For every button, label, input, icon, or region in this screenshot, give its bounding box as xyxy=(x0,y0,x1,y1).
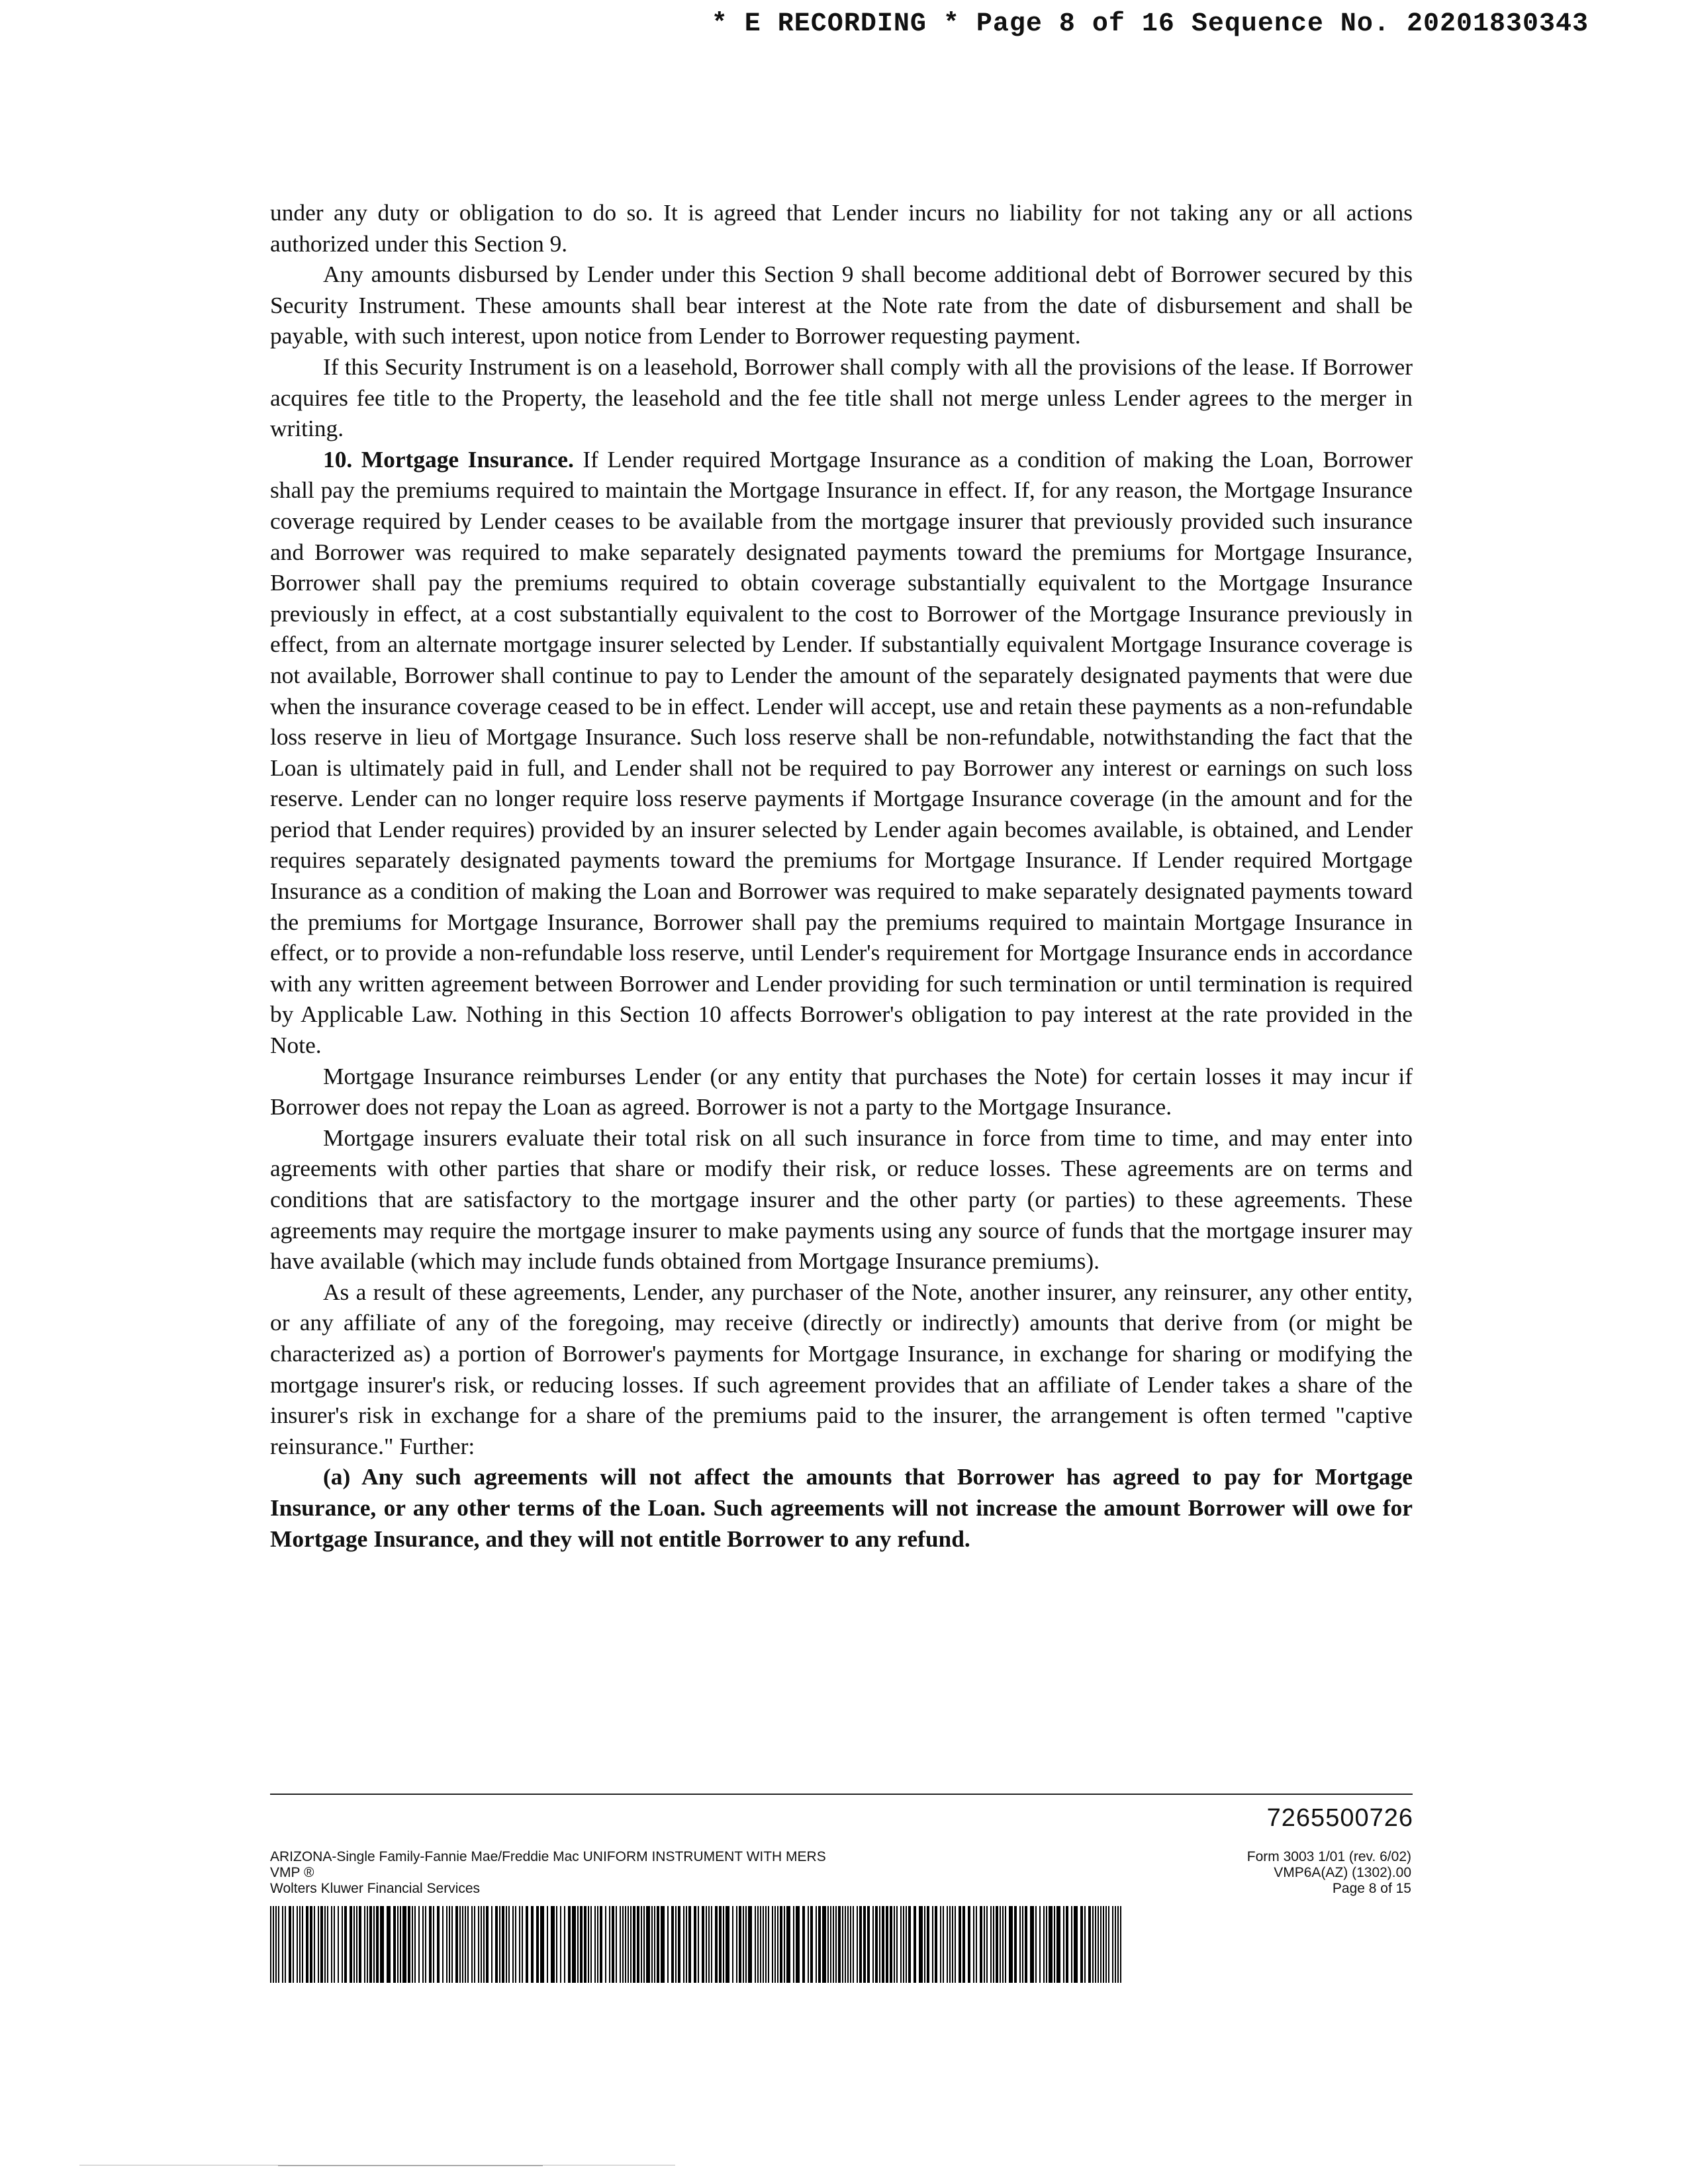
footer-form-number xyxy=(1247,1849,1411,1897)
paragraph-1: under any duty or obligation to do so. It is agreed that Lender incurs no liability for not taking any or all actions authorized under this Section 9. xyxy=(270,199,1413,257)
paragraph-3: If this Security Instrument is on a leasehold, Borrower shall comply with all the provisions of the lease. If Borrower acquires fee title to the Property, the leasehold and the fee title shall not merge unless Lender agrees to the merger in writing. xyxy=(270,353,1413,442)
document-body xyxy=(270,197,1413,1554)
footer-form-id: Form 3003 1/01 (rev. 6/02) xyxy=(1246,1849,1411,1864)
section-10-heading: 10. Mortgage Insurance. xyxy=(323,445,574,473)
loan-number: 7265500726 xyxy=(1266,1804,1413,1832)
footer-vmp: VMP ® xyxy=(270,1865,314,1880)
recording-stamp: * E RECORDING * Page 8 of 16 Sequence No. 20201830343 xyxy=(711,9,1589,39)
paragraph-7: As a result of these agreements, Lender, any purchaser of the Note, another insurer, any reinsurer, any other entity, or any affiliate of any of the foregoing, may receive (directly or indirectly) amounts that derive from (or might be characterized as) a portion of Borrower's payments for Mortgage Insurance, in exchange for sharing or modifying the mortgage insurer's risk, or reducing losses. If such agreement provides that an affiliate of Lender takes a share of the insurer's risk in exchange for a share of the premiums paid to the insurer, the arrangement is often termed "captive reinsurance." Further: xyxy=(270,1278,1413,1459)
paragraph-4 xyxy=(270,444,1413,1061)
footer-form-info xyxy=(270,1849,826,1897)
footer-divider xyxy=(270,1794,1413,1795)
barcode-image xyxy=(270,1906,1124,1983)
scan-noise xyxy=(79,2163,1205,2168)
footer-vmp-code: VMP6A(AZ) (1302).00 xyxy=(1274,1865,1411,1880)
paragraph-5: Mortgage Insurance reimburses Lender (or any entity that purchases the Note) for certain losses it may incur if Borrower does not repay the Loan as agreed. Borrower is not a party to the Mortgage Insurance. xyxy=(270,1062,1413,1120)
footer-form-title: ARIZONA-Single Family-Fannie Mae/Freddie Mac UNIFORM INSTRUMENT WITH MERS xyxy=(270,1849,826,1864)
section-10-text: If Lender required Mortgage Insurance as a condition of making the Loan, Borrower shall pay the premiums required to maintain the Mortgage Insurance in effect. If, for any reason, the Mortgage Insurance coverage required by Lender ceases to be available from the mortgage insurer that previously provided such insurance and Borrower was required to make separately designated payments toward the premiums for Mortgage Insurance, Borrower shall pay the premiums required to obtain coverage substantially equivalent to the Mortgage Insurance previously in effect, at a cost substantially equivalent to the cost to Borrower of the Mortgage Insurance previously in effect, from an alternate mortgage insurer selected by Lender. If substantially equivalent Mortgage Insurance coverage is not available, Borrower shall continue to pay to Lender the amount of the separately designated payments that were due when the insurance coverage ceased to be in effect. Lender will accept, use and retain these payments as a non-refundable loss reserve in lieu of Mortgage Insurance. Such loss reserve shall be non-refundable, notwithstanding the fact that the Loan is ultimately paid in full, and Lender shall not be required to pay Borrower any interest or earnings on such loss reserve. Lender can no longer require loss reserve payments if Mortgage Insurance coverage (in the amount and for the period that Lender requires) provided by an insurer selected by Lender again becomes available, is obtained, and Lender requires separately designated payments toward the premiums for Mortgage Insurance. If Lender required Mortgage Insurance as a condition of making the Loan and Borrower was required to make separately designated payments toward the premiums for Mortgage Insurance, Borrower shall pay the premiums required to maintain Mortgage Insurance in effect, or to provide a non-refundable loss reserve, until Lender's requirement for Mortgage Insurance ends in accordance with any written agreement between Borrower and Lender providing for such termination or until termination is required by Applicable Law. Nothing in this Section 10 affects Borrower's obligation to pay interest at the rate provided in the Note. xyxy=(270,445,1413,1059)
paragraph-2: Any amounts disbursed by Lender under this Section 9 shall become additional debt of Borrower secured by this Security Instrument. These amounts shall bear interest at the Note rate from the date of disbursement and shall be payable, with such interest, upon notice from Lender to Borrower requesting payment. xyxy=(270,261,1413,349)
paragraph-6: Mortgage insurers evaluate their total risk on all such insurance in force from time to time, and may enter into agreements with other parties that share or modify their risk, or reduce losses. These agreements are on terms and conditions that are satisfactory to the mortgage insurer and the other party (or parties) to these agreements. These agreements may require the mortgage insurer to make payments using any source of funds that the mortgage insurer may have available (which may include funds obtained from Mortgage Insurance premiums). xyxy=(270,1124,1413,1275)
paragraph-8-bold: (a) Any such agreements will not affect the amounts that Borrower has agreed to pay for Mortgage Insurance, or any other terms of the Loan. Such agreements will not increase the amount Borrower will owe for Mortgage Insurance, and they will not entitle Borrower to any refund. xyxy=(270,1463,1413,1552)
footer-publisher: Wolters Kluwer Financial Services xyxy=(270,1881,481,1896)
footer-page-number: Page 8 of 15 xyxy=(1332,1881,1411,1896)
